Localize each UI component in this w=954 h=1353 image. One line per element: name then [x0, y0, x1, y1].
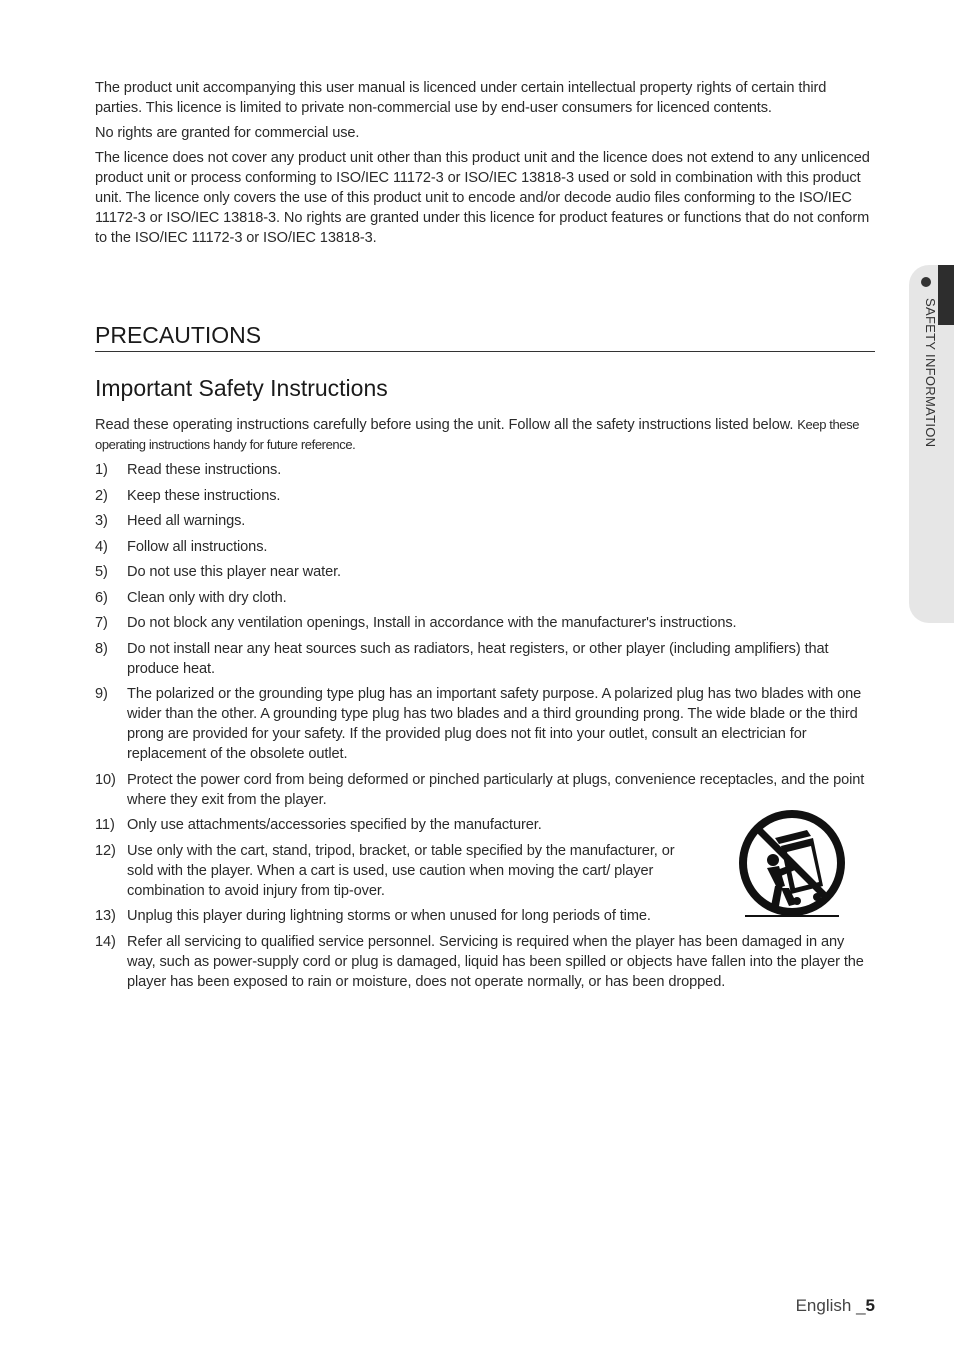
- item-text: Do not install near any heat sources such as radiators, heat registers, or other player (including amplifiers) that produce heat.: [127, 640, 829, 677]
- intro-small: Keep these operating instructions handy for future reference.: [95, 417, 860, 452]
- item-number: 13): [95, 908, 116, 924]
- cart-tip-over-warning-icon: [733, 808, 851, 922]
- section-side-tab: [909, 265, 954, 623]
- item-number: 8): [95, 640, 108, 657]
- list-item: [95, 486, 875, 506]
- item-text: Do not block any ventilation openings, Install in accordance with the manufacturer's instructions.: [127, 615, 737, 631]
- licence-text: [95, 78, 875, 253]
- item-number: 12): [95, 842, 116, 859]
- item-text: Do not use this player near water.: [127, 564, 342, 580]
- item-number: 2): [95, 487, 108, 504]
- item-text: Heed all warnings.: [127, 513, 246, 529]
- item-text: Only use attachments/accessories specified by the manufacturer.: [127, 817, 542, 833]
- item-number: 4): [95, 538, 108, 555]
- list-item: [95, 613, 875, 633]
- licence-paragraph-2: No rights are granted for commercial use.: [95, 125, 360, 141]
- list-item: [95, 932, 875, 992]
- licence-paragraph-3: The licence does not cover any product unit other than this product unit and the licence does not extend to any unlicenced product unit or process conforming to ISO/IEC 11172-3 or ISO/IEC 13818-3 used or sold in combination with this product unit. The licence only covers the use of this product unit to encode and/or decode audio files conforming to the ISO/IEC 11172-3 or ISO/IEC 13818-3. No rights are granted under this licence for product features or functions that do not conform to the ISO/IEC 11172-3 or ISO/IEC 13818-3.: [95, 150, 870, 246]
- page-footer: [796, 1296, 875, 1316]
- item-number: 5): [95, 564, 108, 580]
- page-number: 5: [865, 1296, 875, 1315]
- item-number: 9): [95, 686, 108, 702]
- footer-language: English _: [795, 1296, 866, 1315]
- item-number: 7): [95, 615, 108, 631]
- section-title: PRECAUTIONS: [95, 320, 875, 352]
- item-text: Use only with the cart, stand, tripod, bracket, or table specified by the manufacturer, or sold with the player. When a cart is used, use caution when moving the cart/ player combination to avoid injury from tip-over.: [127, 842, 675, 899]
- sub-title: Important Safety Instructions: [95, 375, 388, 401]
- list-item: [95, 639, 875, 679]
- list-item: [95, 562, 875, 582]
- item-text: Keep these instructions.: [127, 487, 281, 504]
- side-tab-marker: [938, 265, 954, 325]
- list-item: [95, 460, 875, 480]
- item-number: 11): [95, 817, 115, 833]
- item-text: Clean only with dry cloth.: [127, 589, 287, 606]
- list-item: [95, 537, 875, 557]
- item-number: 10): [95, 771, 116, 788]
- bullet-icon: [921, 277, 931, 287]
- item-number: 1): [95, 462, 108, 478]
- licence-paragraph-1: The product unit accompanying this user manual is licenced under certain intellectual property rights of certain third parties. This licence is limited to private non-commercial use by end-user consumers for licenced contents.: [95, 80, 827, 116]
- item-text: Refer all servicing to qualified service personnel. Servicing is required when the player has been damaged in any way, such as power-supply cord or plug is damaged, liquid has been spilled or objects have fallen into the player the player has been exposed to rain or moisture, does not operate normally, or has been dropped.: [127, 933, 864, 990]
- item-number: 6): [95, 589, 108, 606]
- list-item: [95, 511, 875, 531]
- item-text: Unplug this player during lightning storms or when unused for long periods of time.: [127, 908, 651, 924]
- intro-main: Read these operating instructions carefully before using the unit. Follow all the safety instructions listed below.: [95, 417, 794, 433]
- item-text: The polarized or the grounding type plug has an important safety purpose. A polarized plug has two blades with one wider than the other. A grounding type plug has two blades and a third grounding prong. The wide blade or the third prong are provided for your safety. If the provided plug does not fit into your outlet, consult an electrician for replacement of the obsolete outlet.: [127, 686, 862, 762]
- side-tab-label: SAFETY INFORMATION: [923, 298, 938, 448]
- list-item: [95, 588, 875, 608]
- item-text: Read these instructions.: [127, 462, 282, 478]
- item-number: 14): [95, 933, 116, 950]
- list-item: [95, 684, 875, 764]
- list-item: [95, 770, 875, 810]
- item-number: 3): [95, 513, 108, 529]
- item-text: Follow all instructions.: [127, 538, 268, 555]
- item-text: Protect the power cord from being deformed or pinched particularly at plugs, convenience receptacles, and the point where they exit from the player.: [127, 771, 865, 808]
- intro-text: [95, 415, 875, 455]
